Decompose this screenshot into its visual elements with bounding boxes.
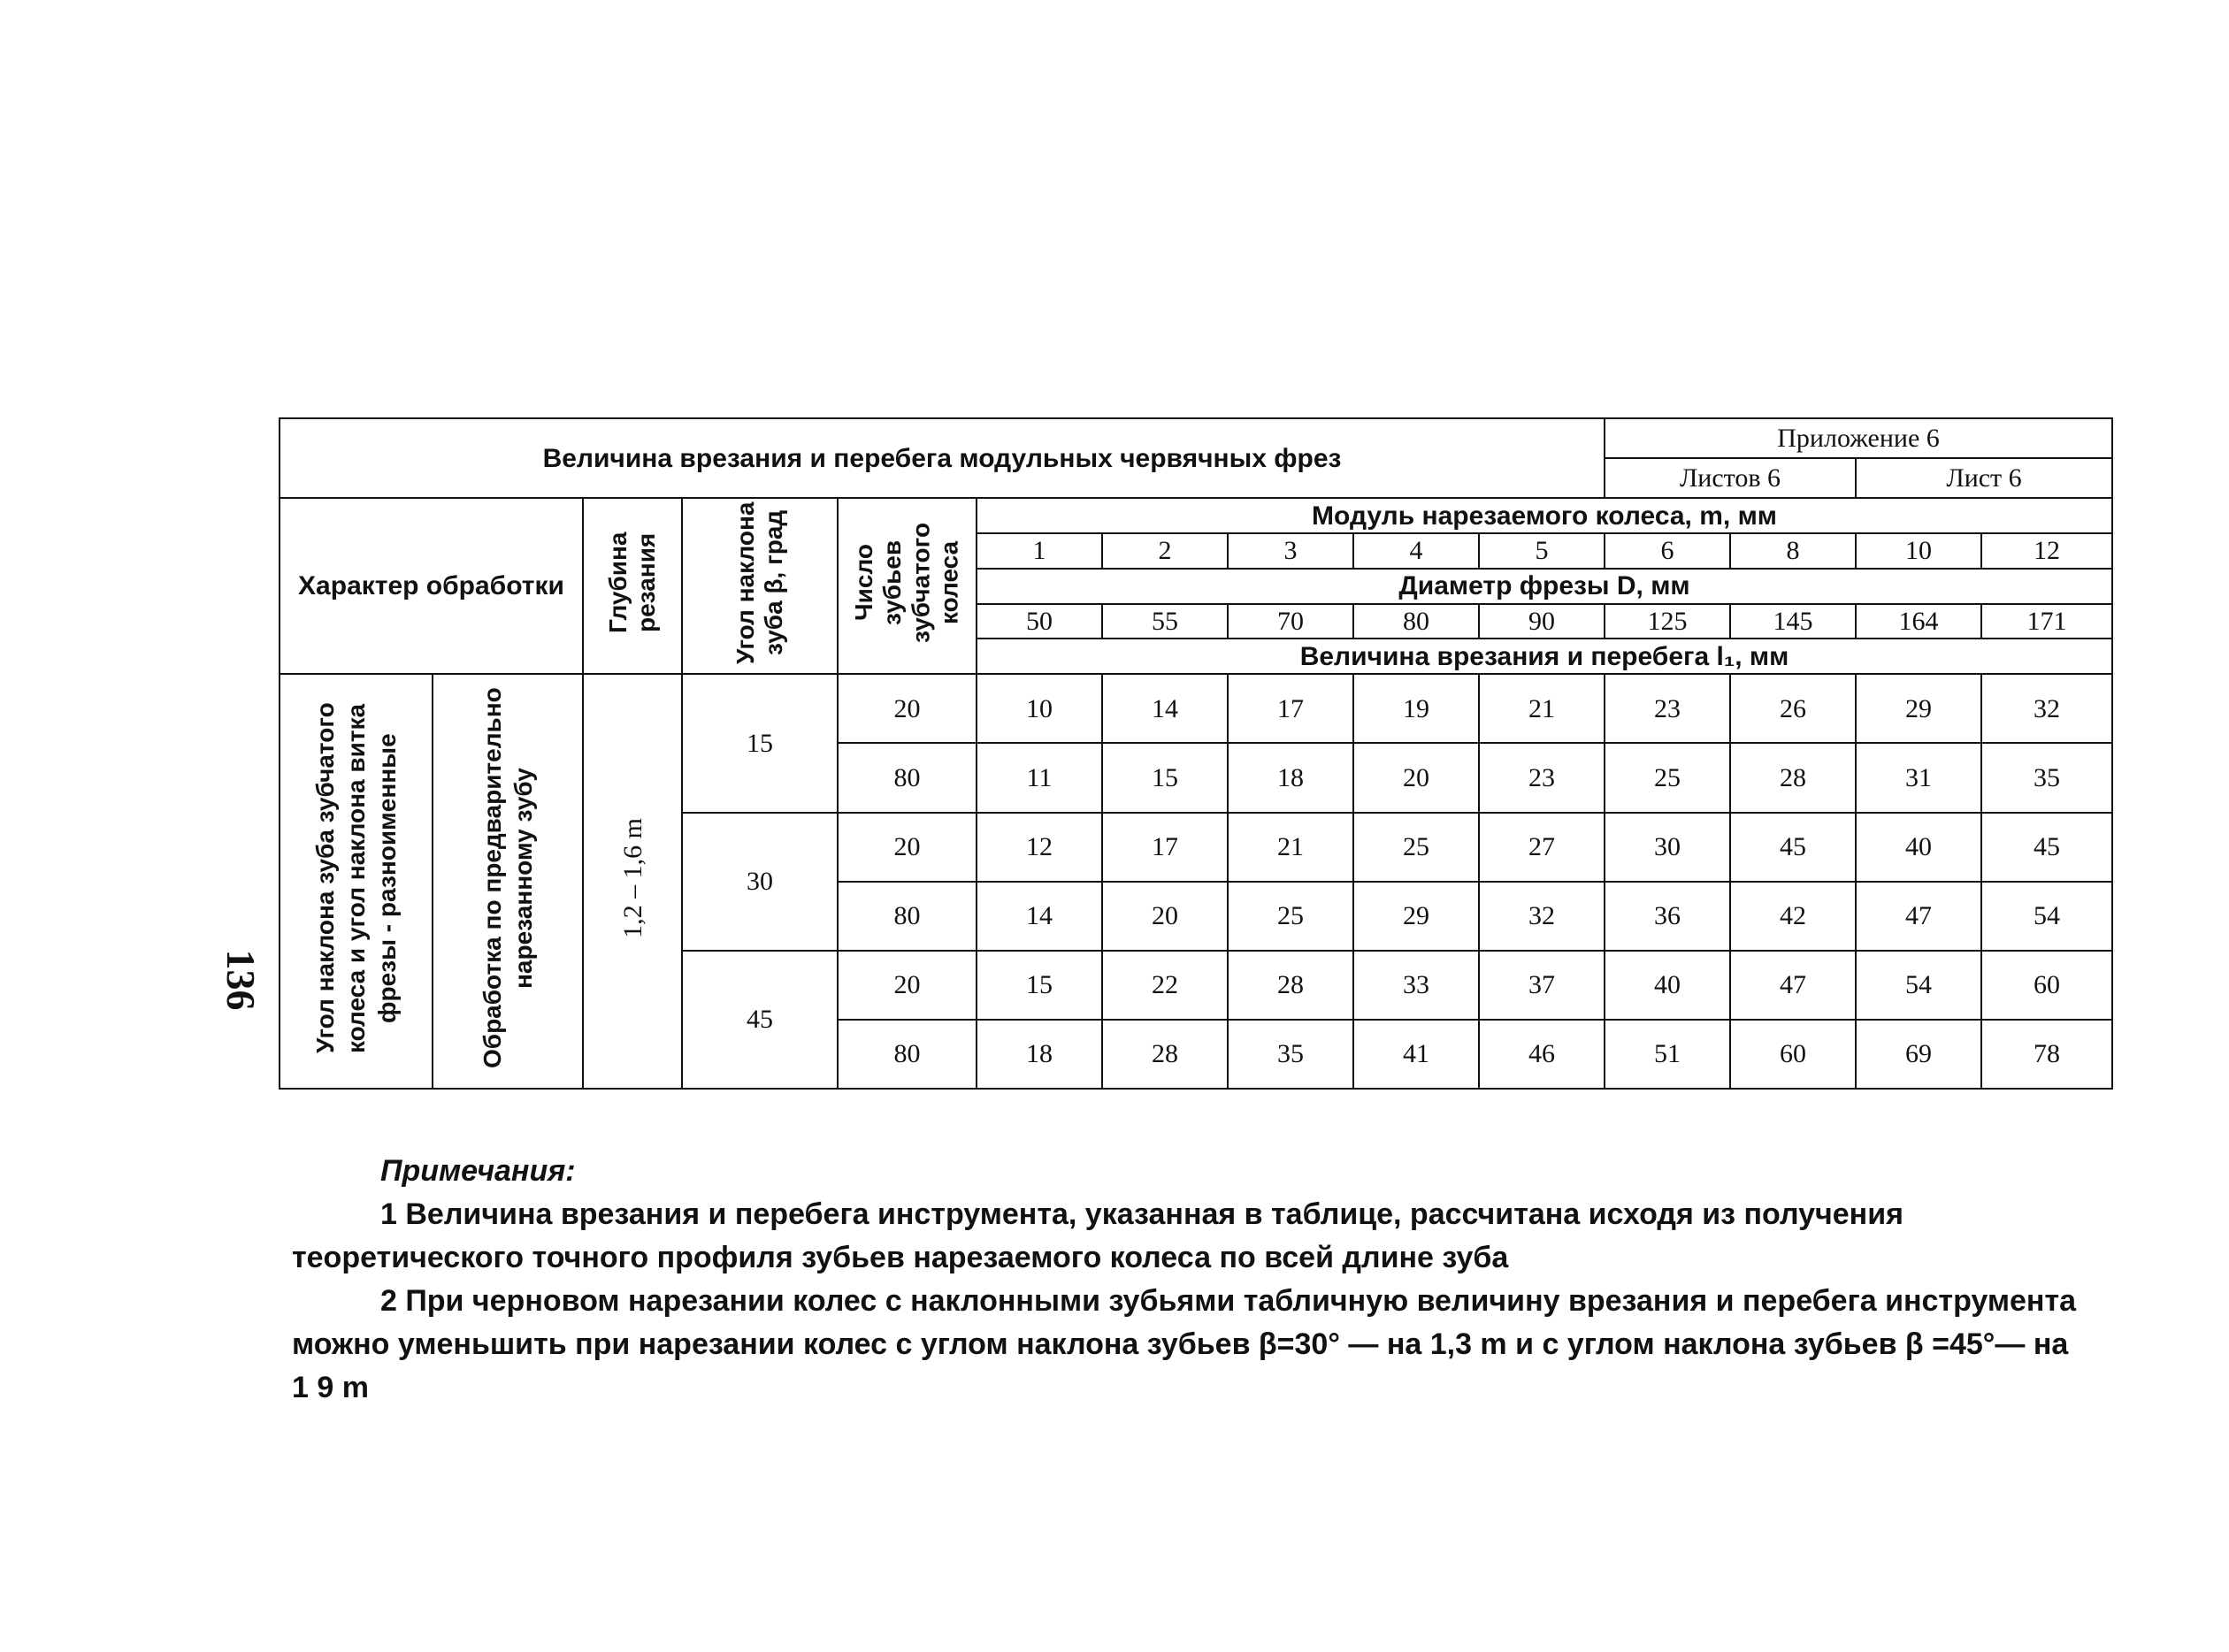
value-cell: 33 <box>1353 951 1479 1020</box>
value-cell: 60 <box>1981 951 2112 1020</box>
note-2-line-1: 2 При черновом нарезании колес с наклонными зубьями табличную величину врезания и перебега инструмента <box>380 1284 2077 1318</box>
value-cell: 32 <box>1981 674 2112 743</box>
module-value: 3 <box>1228 533 1353 569</box>
value-cell: 20 <box>1102 882 1228 951</box>
value-cell: 20 <box>1353 743 1479 812</box>
diameter-value: 50 <box>977 604 1102 639</box>
module-value: 4 <box>1353 533 1479 569</box>
note-2-line-2: можно уменьшить при нарезании колес с углом наклона зубьев β=30° — на 1,3 m и с углом наклона зубьев β =45°— на <box>292 1327 2069 1361</box>
value-cell: 12 <box>977 813 1102 882</box>
col-teeth-text: Число зубьев зубчатого колеса <box>850 523 963 644</box>
value-cell: 28 <box>1228 951 1353 1020</box>
side-label-2 <box>433 674 583 1089</box>
value-cell: 15 <box>1102 743 1228 812</box>
note-2-line-3: 1 9 m <box>292 1371 369 1404</box>
value-cell: 47 <box>1856 882 1981 951</box>
diameter-value: 125 <box>1605 604 1730 639</box>
value-cell: 37 <box>1479 951 1605 1020</box>
diameter-value: 145 <box>1730 604 1856 639</box>
value-group-header: Величина врезания и перебега l₁, мм <box>977 639 2112 674</box>
col-teeth-header <box>838 498 977 674</box>
value-cell: 17 <box>1228 674 1353 743</box>
diameter-value: 90 <box>1479 604 1605 639</box>
value-cell: 35 <box>1228 1020 1353 1089</box>
value-cell: 19 <box>1353 674 1479 743</box>
module-value: 8 <box>1730 533 1856 569</box>
value-cell: 25 <box>1353 813 1479 882</box>
value-cell: 10 <box>977 674 1102 743</box>
value-cell: 21 <box>1479 674 1605 743</box>
value-cell: 27 <box>1479 813 1605 882</box>
angle-cell: 45 <box>682 951 838 1089</box>
col-angle-text: Угол наклона зуба β, град <box>731 501 787 664</box>
module-value: 5 <box>1479 533 1605 569</box>
value-cell: 46 <box>1479 1020 1605 1089</box>
module-value: 2 <box>1102 533 1228 569</box>
module-value: 12 <box>1981 533 2112 569</box>
depth-cell <box>583 674 682 1089</box>
appendix-label: Приложение 6 <box>1605 418 2112 458</box>
value-cell: 60 <box>1730 1020 1856 1089</box>
module-group-header: Модуль нарезаемого колеса, m, мм <box>977 498 2112 533</box>
value-cell: 40 <box>1856 813 1981 882</box>
value-cell: 25 <box>1228 882 1353 951</box>
value-cell: 18 <box>977 1020 1102 1089</box>
value-cell: 35 <box>1981 743 2112 812</box>
value-cell: 17 <box>1102 813 1228 882</box>
side-label-1-text: Угол наклона зуба зубчатого колеса и угол наклона витка фрезы - разноименные <box>311 702 401 1054</box>
angle-cell: 15 <box>682 674 838 812</box>
sheets-total-label: Листов 6 <box>1605 458 1856 498</box>
note-1-line-1: 1 Величина врезания и перебега инструмента, указанная в таблице, рассчитана исходя из получения <box>380 1197 1903 1231</box>
sheet-label: Лист 6 <box>1856 458 2112 498</box>
diameter-value: 80 <box>1353 604 1479 639</box>
diameter-value: 171 <box>1981 604 2112 639</box>
value-cell: 54 <box>1981 882 2112 951</box>
value-cell: 29 <box>1856 674 1981 743</box>
value-cell: 40 <box>1605 951 1730 1020</box>
module-value: 10 <box>1856 533 1981 569</box>
value-cell: 26 <box>1730 674 1856 743</box>
col-depth-header <box>583 498 682 674</box>
value-cell: 45 <box>1981 813 2112 882</box>
value-cell: 25 <box>1605 743 1730 812</box>
value-cell: 69 <box>1856 1020 1981 1089</box>
value-cell: 21 <box>1228 813 1353 882</box>
value-cell: 36 <box>1605 882 1730 951</box>
diameter-value: 164 <box>1856 604 1981 639</box>
value-cell: 32 <box>1479 882 1605 951</box>
depth-value: 1,2 – 1,6 m <box>617 818 647 939</box>
diameter-value: 55 <box>1102 604 1228 639</box>
table-title: Величина врезания и перебега модульных червячных фрез <box>280 418 1605 498</box>
teeth-cell: 20 <box>838 674 977 743</box>
col-angle-header <box>682 498 838 674</box>
value-cell: 45 <box>1730 813 1856 882</box>
value-cell: 22 <box>1102 951 1228 1020</box>
teeth-cell: 80 <box>838 1020 977 1089</box>
value-cell: 54 <box>1856 951 1981 1020</box>
page-number: 136 <box>218 949 264 1011</box>
value-cell: 15 <box>977 951 1102 1020</box>
value-cell: 28 <box>1102 1020 1228 1089</box>
diameter-group-header: Диаметр фрезы D, мм <box>977 569 2112 604</box>
value-cell: 42 <box>1730 882 1856 951</box>
col-processing-header: Характер обработки <box>280 498 583 674</box>
module-value: 6 <box>1605 533 1730 569</box>
value-cell: 78 <box>1981 1020 2112 1089</box>
side-label-2-text: Обработка по предварительно нарезанному зубу <box>479 687 537 1069</box>
value-cell: 23 <box>1479 743 1605 812</box>
cutting-table <box>279 417 2113 1090</box>
value-cell: 47 <box>1730 951 1856 1020</box>
value-cell: 41 <box>1353 1020 1479 1089</box>
value-cell: 30 <box>1605 813 1730 882</box>
col-depth-text: Глубина резания <box>603 532 660 634</box>
notes-title: Примечания: <box>380 1154 576 1188</box>
teeth-cell: 80 <box>838 743 977 812</box>
value-cell: 14 <box>977 882 1102 951</box>
value-cell: 28 <box>1730 743 1856 812</box>
teeth-cell: 20 <box>838 813 977 882</box>
teeth-cell: 20 <box>838 951 977 1020</box>
value-cell: 51 <box>1605 1020 1730 1089</box>
teeth-cell: 80 <box>838 882 977 951</box>
note-1-line-2: теоретического точного профиля зубьев нарезаемого колеса по всей длине зуба <box>292 1241 1509 1274</box>
notes-block <box>292 1150 2132 1410</box>
value-cell: 11 <box>977 743 1102 812</box>
value-cell: 14 <box>1102 674 1228 743</box>
value-cell: 31 <box>1856 743 1981 812</box>
diameter-value: 70 <box>1228 604 1353 639</box>
value-cell: 23 <box>1605 674 1730 743</box>
angle-cell: 30 <box>682 813 838 951</box>
table-row <box>280 674 2112 743</box>
side-label-1 <box>280 674 433 1089</box>
value-cell: 29 <box>1353 882 1479 951</box>
value-cell: 18 <box>1228 743 1353 812</box>
module-value: 1 <box>977 533 1102 569</box>
